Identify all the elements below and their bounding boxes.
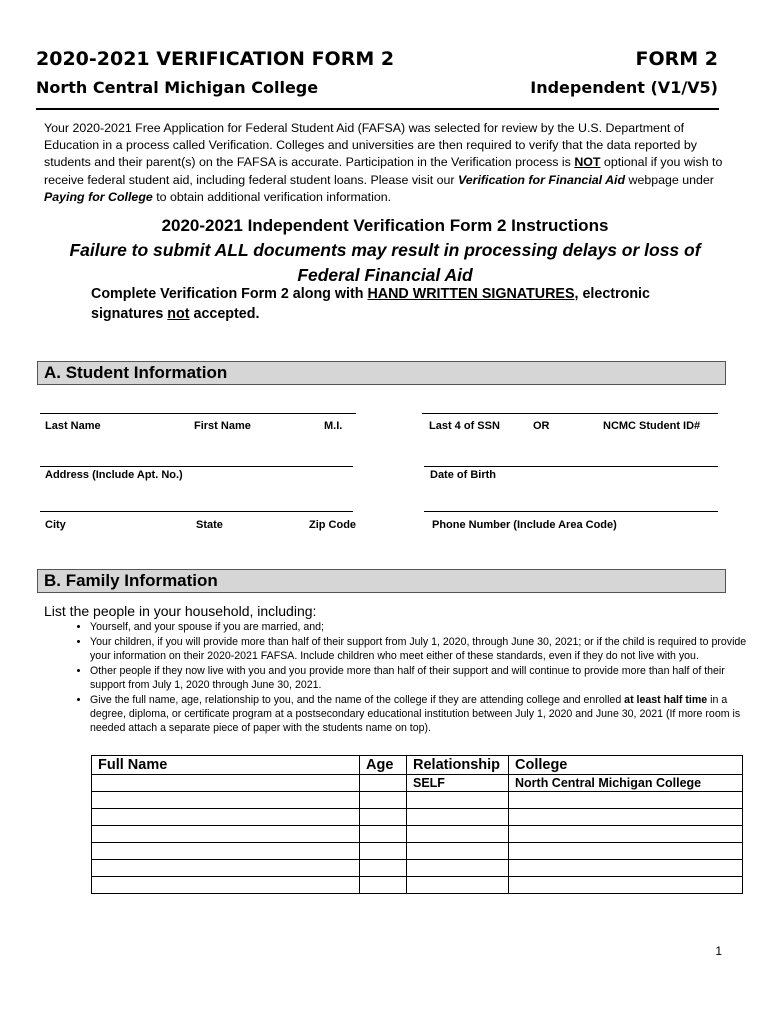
dob-label: Date of Birth [430, 469, 496, 481]
form-title: 2020-2021 VERIFICATION FORM 2 [36, 48, 395, 70]
table-cell[interactable] [407, 843, 509, 860]
intro-paragraph: Your 2020-2021 Free Application for Federal Student Aid (FAFSA) was selected for review by the U.S. Department of Education in a process called Verification. Colleges and universities are then required to verify that the data reported by students and their parent(s) on the FAFSA is accurate. Participation in the Verification process is NOT optional if you wish to receive federal student aid, including federal student loans. Please visit our Verification for Financial Aid webpage under Paying for College to obtain additional verification information. [44, 121, 723, 204]
table-cell[interactable] [92, 877, 360, 894]
household-criteria-list [62, 620, 752, 736]
header-rule [36, 108, 719, 110]
table-row [92, 843, 743, 860]
table-cell[interactable] [407, 809, 509, 826]
ssn-id-line[interactable] [422, 413, 718, 414]
table-cell[interactable]: North Central Michigan College [509, 775, 743, 792]
table-row [92, 809, 743, 826]
table-row [92, 775, 743, 792]
mi-label: M.I. [324, 420, 343, 432]
table-row [92, 877, 743, 894]
list-item: • Yourself, and your spouse if you are married, and; [90, 620, 752, 634]
section-b-header: B. Family Information [37, 569, 726, 593]
phone-label: Phone Number (Include Area Code) [432, 519, 617, 531]
list-item: • Give the full name, age, relationship to you, and the name of the college if they are attending college and enrolled at least half time in a degree, diploma, or certificate program at a postsecondary educational institution between July 1, 2020 and June 30, 2021 (If more room is needed attach a separate piece of paper with the students name on top). [90, 693, 752, 735]
address-label: Address (Include Apt. No.) [45, 469, 183, 481]
list-item: • Other people if they now live with you and you provide more than half of their support and will continue to provide more than half of their support from July 1, 2020 through June 30, 2021. [90, 664, 752, 692]
table-cell[interactable] [92, 792, 360, 809]
table-cell[interactable] [509, 877, 743, 894]
col-relationship: Relationship [407, 756, 509, 775]
dob-line[interactable] [424, 466, 718, 467]
state-label: State [196, 519, 223, 531]
table-cell[interactable] [407, 826, 509, 843]
table-cell[interactable] [92, 826, 360, 843]
table-cell[interactable] [407, 877, 509, 894]
city-label: City [45, 519, 66, 531]
table-cell[interactable] [509, 792, 743, 809]
city-state-zip-line[interactable] [40, 511, 353, 512]
section-a-header: A. Student Information [37, 361, 726, 385]
instructions-warning: Failure to submit ALL documents may result in processing delays or loss of Federal Financial Aid [69, 240, 701, 285]
instructions-title: 2020-2021 Independent Verification Form 2 Instructions [161, 216, 609, 235]
table-cell[interactable] [509, 826, 743, 843]
table-cell[interactable] [509, 809, 743, 826]
table-cell[interactable] [92, 843, 360, 860]
table-cell[interactable] [360, 809, 407, 826]
table-header-row [92, 756, 743, 775]
zip-label: Zip Code [309, 519, 357, 531]
table-cell[interactable] [360, 826, 407, 843]
col-college: College [509, 756, 743, 775]
table-cell[interactable]: SELF [407, 775, 509, 792]
table-cell[interactable] [92, 860, 360, 877]
address-line[interactable] [40, 466, 353, 467]
table-row [92, 860, 743, 877]
college-name: North Central Michigan College [36, 78, 319, 97]
first-name-label: First Name [194, 420, 251, 432]
table-cell[interactable] [360, 843, 407, 860]
household-table [91, 755, 743, 894]
table-cell[interactable] [360, 877, 407, 894]
list-item: • Your children, if you will provide more than half of their support from July 1, 2020, through June 30, 2021; or if the child is required to provide your information on their 2020-2021 FAFSA. Include children who meet either of these standards, even if they do not live with you. [90, 635, 752, 663]
table-cell[interactable] [92, 775, 360, 792]
dependency-status: Independent (V1/V5) [530, 78, 718, 97]
table-cell[interactable] [360, 775, 407, 792]
table-cell[interactable] [509, 843, 743, 860]
form-number: FORM 2 [635, 48, 718, 70]
col-age: Age [360, 756, 407, 775]
household-list-intro: List the people in your household, including: [44, 603, 317, 619]
phone-line[interactable] [424, 511, 718, 512]
paying-for-college-link[interactable]: Paying for College [44, 189, 153, 204]
table-cell[interactable] [92, 809, 360, 826]
table-cell[interactable] [509, 860, 743, 877]
name-line[interactable] [40, 413, 356, 414]
signature-notice: Complete Verification Form 2 along with HAND WRITTEN SIGNATURES, electronic signatures not accepted. [91, 286, 650, 322]
table-cell[interactable] [360, 860, 407, 877]
table-row [92, 792, 743, 809]
page-number: 1 [715, 944, 722, 958]
table-cell[interactable] [360, 792, 407, 809]
table-row [92, 826, 743, 843]
verification-link[interactable]: Verification for Financial Aid [457, 172, 626, 187]
or-label: OR [533, 420, 550, 432]
ssn-label: Last 4 of SSN [429, 420, 500, 432]
student-id-label: NCMC Student ID# [603, 420, 701, 432]
last-name-label: Last Name [45, 420, 101, 432]
table-cell[interactable] [407, 860, 509, 877]
col-full-name: Full Name [92, 756, 360, 775]
not-emphasis: NOT [574, 155, 601, 170]
table-cell[interactable] [407, 792, 509, 809]
